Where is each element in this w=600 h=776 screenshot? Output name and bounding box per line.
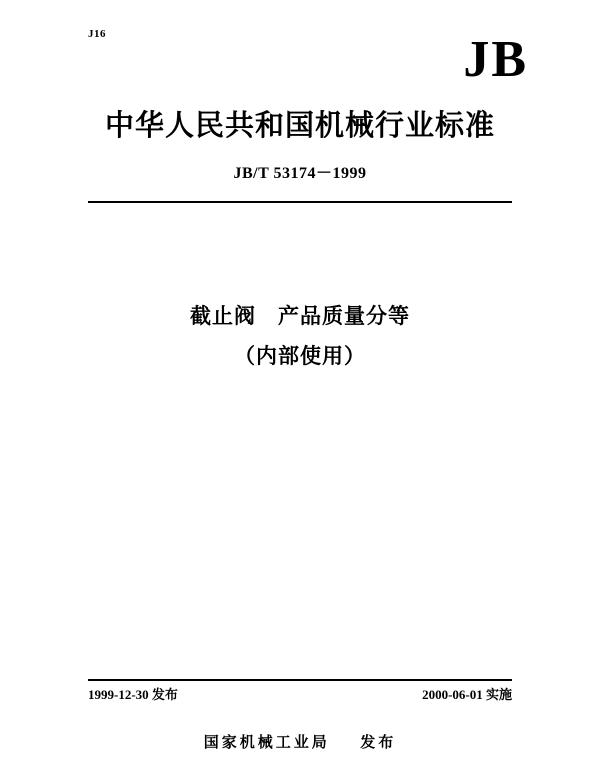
document-title: 截止阀 产品质量分等 [190, 304, 410, 328]
page-title: 中华人民共和国机械行业标准 [104, 108, 495, 142]
divider-top [88, 201, 512, 203]
effective-date-block [422, 684, 512, 703]
publisher-name: 国家机械工业局 [203, 733, 330, 751]
effective-date-label: 实施 [485, 688, 512, 703]
classification-code: J16 [88, 28, 106, 40]
document-subtitle: （内部使用） [234, 344, 366, 368]
jb-logo: JB [463, 31, 528, 88]
issue-date-block [88, 684, 178, 703]
standard-number: JB/T 53174－1999 [233, 165, 367, 182]
divider-bottom [88, 679, 512, 681]
effective-date-value: 2000-06-01 [422, 687, 483, 702]
publisher-action: 发布 [360, 733, 397, 751]
publisher-block [0, 731, 600, 752]
issue-date-value: 1999-12-30 [88, 687, 149, 702]
issue-date-label: 发布 [151, 688, 178, 703]
